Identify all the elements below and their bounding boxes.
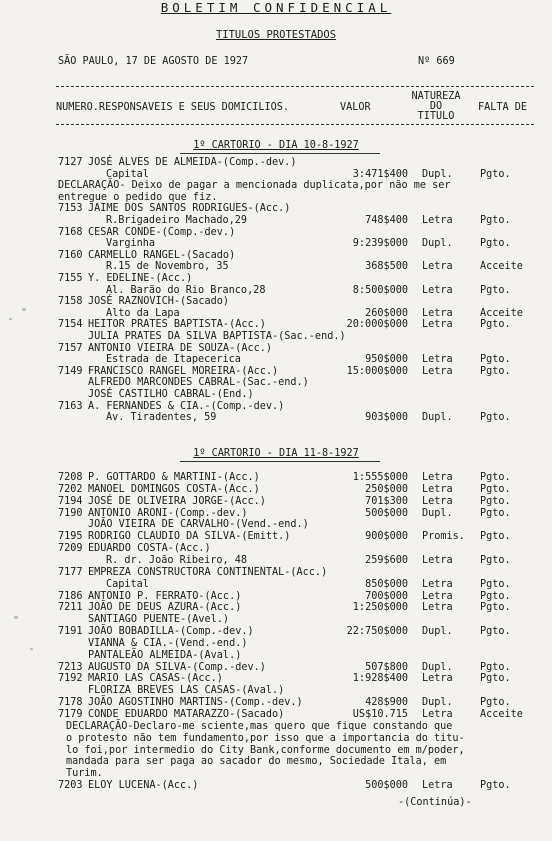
title-value: 500$000 xyxy=(365,507,408,519)
responsible-name: ALFREDO MARCONDES CABRAL-(Sac.-end.) xyxy=(88,377,309,389)
title-number: 7153 xyxy=(58,203,83,215)
column-header-numero: NUMERO.RESPONSAVEIS E SEUS DOMICILIOS. xyxy=(56,102,290,113)
declaration-line xyxy=(0,756,552,768)
title-nature: Letra xyxy=(422,215,453,226)
protest-line xyxy=(0,591,552,603)
title-value: 22:750$000 xyxy=(346,626,408,638)
declaration-text: mandada para ser paga ao sacador do mesmo, Sociedade Itala, em xyxy=(66,756,447,768)
title-number: 7177 xyxy=(58,566,83,578)
title-value: 900$000 xyxy=(365,531,408,543)
protest-line xyxy=(0,157,552,169)
protest-line xyxy=(0,519,552,531)
protest-reason: Pgto. xyxy=(480,590,511,602)
address: Al. Barão do Rio Branco,28 xyxy=(106,284,266,296)
ink-smudge xyxy=(9,318,12,320)
title-value: 507$800 xyxy=(365,661,408,673)
protest-reason: Pgto. xyxy=(480,780,511,792)
protest-line xyxy=(0,389,552,401)
title-number: 7155 xyxy=(58,273,83,284)
protest-line xyxy=(0,377,552,389)
title-nature: Dupl. xyxy=(422,661,453,673)
responsible-name: AUGUSTO DA SILVA-(Comp.-dev.) xyxy=(88,661,266,673)
title-nature: Letra xyxy=(422,590,453,602)
title-nature: Dupl. xyxy=(422,238,453,250)
responsible-name: P. GOTTARDO & MARTINI-(Acc.) xyxy=(88,472,260,483)
title-value: 250$000 xyxy=(365,483,408,495)
responsible-name: VIANNA & CIA.-(Vend.-end.) xyxy=(88,637,248,649)
header-bottom-rule xyxy=(56,124,534,125)
protest-line xyxy=(0,543,552,555)
address: R.Brigadeiro Machado,29 xyxy=(106,215,248,226)
title-value: 260$000 xyxy=(365,307,408,319)
protest-line xyxy=(0,567,552,579)
title-nature: Dupl. xyxy=(422,168,453,180)
responsible-name: JOÃO BOBADILLA-(Comp.-dev.) xyxy=(88,626,254,638)
title-value: 700$000 xyxy=(365,590,408,602)
title-value: US$10.715 xyxy=(352,709,408,720)
declaration-line xyxy=(0,180,552,192)
protest-reason: Pgto. xyxy=(480,365,511,377)
declaration-text: DECLARAÇÃO- Deixo de pagar a mencionada duplicata,por não me ser xyxy=(58,180,451,192)
protest-line xyxy=(0,484,552,496)
declaration-line xyxy=(0,745,552,757)
title-number: 7191 xyxy=(58,626,83,638)
responsible-name: CARMELLO RANGEL-(Sacado) xyxy=(88,249,236,261)
address: R. dr. João Ribeiro, 48 xyxy=(106,554,248,566)
address: Capital xyxy=(106,168,149,180)
protest-reason: Pgto. xyxy=(480,472,511,483)
title-number: 7209 xyxy=(58,543,83,555)
column-header-valor: VALOR xyxy=(340,102,371,113)
protest-reason: Pgto. xyxy=(480,495,511,507)
title-number: 7179 xyxy=(58,709,83,720)
protest-line xyxy=(0,662,552,674)
protest-line xyxy=(0,579,552,591)
title-value: 500$000 xyxy=(365,780,408,792)
protest-line xyxy=(0,401,552,413)
protest-line xyxy=(0,602,552,614)
title-number: 7149 xyxy=(58,365,83,377)
title-nature: Letra xyxy=(422,365,453,377)
title-nature: Promis. xyxy=(422,531,465,543)
responsible-name: EMPREZA CONSTRUCTORA CONTINENTAL-(Acc.) xyxy=(88,566,328,578)
title-value: 428$900 xyxy=(365,697,408,709)
responsible-name: JOÃO VIEIRA DE CARVALHO-(Vend.-end.) xyxy=(88,519,309,531)
protest-reason: Pgto. xyxy=(480,507,511,519)
title-nature: Letra xyxy=(422,578,453,590)
protest-line xyxy=(0,203,552,215)
title-number: 7178 xyxy=(58,697,83,709)
protest-line xyxy=(0,331,552,343)
responsible-name: ANTONIO VIEIRA DE SOUZA-(Acc.) xyxy=(88,342,273,354)
issue-number: Nº 669 xyxy=(418,56,455,67)
title-value: 8:500$000 xyxy=(352,284,408,296)
title-nature: Letra xyxy=(422,602,453,614)
protest-line xyxy=(0,261,552,273)
title-value: 20:000$000 xyxy=(346,319,408,331)
title-value: 259$600 xyxy=(365,554,408,566)
protest-line xyxy=(0,555,552,567)
title-value: 368$500 xyxy=(365,261,408,273)
title-nature: Letra xyxy=(422,709,453,720)
protest-line xyxy=(0,780,552,792)
responsible-name: JOSÉ RAZNOVICH-(Sacado) xyxy=(88,296,230,308)
responsible-name: MANOEL DOMINGOS COSTA-(Acc.) xyxy=(88,483,260,495)
section-rule xyxy=(180,461,380,462)
title-nature: Dupl. xyxy=(422,507,453,519)
protest-reason: Pgto. xyxy=(480,238,511,250)
protest-line xyxy=(0,354,552,366)
responsible-name: FLORIZA BREVES LAS CASAS-(Aval.) xyxy=(88,685,285,697)
title-number: 7157 xyxy=(58,342,83,354)
protest-reason: Pgto. xyxy=(480,483,511,495)
responsible-name: A. FERNANDES & CIA.-(Comp.-dev.) xyxy=(88,400,285,412)
protest-line xyxy=(0,673,552,685)
declaration-line xyxy=(0,733,552,745)
ink-smudge xyxy=(30,648,33,650)
responsible-name: JOSÉ ALVES DE ALMEIDA-(Comp.-dev.) xyxy=(88,157,297,168)
title-value: 1:928$400 xyxy=(352,673,408,685)
protest-reason: Acceite xyxy=(480,709,523,720)
title-number: 7154 xyxy=(58,319,83,331)
address: Alto da Lapa xyxy=(106,307,180,319)
protest-line xyxy=(0,169,552,181)
title-value: 950$000 xyxy=(365,354,408,366)
title-number: 7168 xyxy=(58,226,83,238)
responsible-name: FRANCISCO RANGEL MOREIRA-(Acc.) xyxy=(88,365,279,377)
section-heading: 1º CARTORIO - DIA 11-8-1927 xyxy=(193,448,359,459)
protest-line xyxy=(0,319,552,331)
protest-line xyxy=(0,227,552,239)
address: Capital xyxy=(106,578,149,590)
responsible-name: RODRIGO CLAUDIO DA SILVA-(Emitt.) xyxy=(88,531,291,543)
protest-reason: Pgto. xyxy=(480,661,511,673)
protest-line xyxy=(0,496,552,508)
title-value: 15:000$000 xyxy=(346,365,408,377)
ink-smudge xyxy=(14,616,18,619)
protest-line xyxy=(0,531,552,543)
title-value: 1:555$000 xyxy=(352,472,408,483)
protest-line xyxy=(0,238,552,250)
title-nature: Letra xyxy=(422,354,453,366)
title-nature: Letra xyxy=(422,319,453,331)
declaration-text: Turim. xyxy=(66,768,103,780)
place-date: SÃO PAULO, 17 DE AGOSTO DE 1927 xyxy=(58,56,249,67)
title-number: 7195 xyxy=(58,531,83,543)
protest-line xyxy=(0,697,552,709)
title-nature: Letra xyxy=(422,780,453,792)
title-nature: Letra xyxy=(422,483,453,495)
address: R.15 de Novembro, 35 xyxy=(106,261,229,273)
title-value: 701$300 xyxy=(365,495,408,507)
document-subtitle: TITULOS PROTESTADOS xyxy=(215,29,337,41)
protest-line xyxy=(0,273,552,285)
declaration-line xyxy=(0,768,552,780)
declaration-text: lo foi,por intermedio do City Bank,conforme documento em m/poder, xyxy=(66,744,465,756)
responsible-name: EDUARDO COSTA-(Acc.) xyxy=(88,543,211,555)
column-header-natureza xyxy=(398,92,474,122)
title-nature: Letra xyxy=(422,261,453,273)
protest-reason: Pgto. xyxy=(480,554,511,566)
responsible-name: SANTIAGO PUENTE-(Avel.) xyxy=(88,614,230,626)
protest-reason: Pgto. xyxy=(480,319,511,331)
protest-line xyxy=(0,614,552,626)
protest-line xyxy=(0,638,552,650)
protest-line xyxy=(0,250,552,262)
title-nature: Letra xyxy=(422,472,453,483)
title-number: 7202 xyxy=(58,483,83,495)
protest-reason: Pgto. xyxy=(480,602,511,614)
responsible-name: ANTONIO P. FERRATO-(Acc.) xyxy=(88,590,242,602)
title-value: 3:471$400 xyxy=(352,168,408,180)
responsible-name: HEITOR PRATES BAPTISTA-(Acc.) xyxy=(88,319,266,331)
protest-reason: Pgto. xyxy=(480,531,511,543)
title-nature: Letra xyxy=(422,495,453,507)
protest-reason: Pgto. xyxy=(480,168,511,180)
natureza-line-2: DO xyxy=(429,101,443,112)
responsible-name: JULIA PRATES DA SILVA BAPTISTA-(Sac.-end.) xyxy=(88,331,346,342)
protest-reason: Acceite xyxy=(480,307,523,319)
title-number: 7194 xyxy=(58,495,83,507)
title-number: 7213 xyxy=(58,661,83,673)
declaration-line xyxy=(0,192,552,204)
title-number: 7203 xyxy=(58,780,83,792)
title-nature: Dupl. xyxy=(422,626,453,638)
title-value: 748$400 xyxy=(365,215,408,226)
protest-line xyxy=(0,508,552,520)
responsible-name: ELOY LUCENA-(Acc.) xyxy=(88,780,199,792)
title-number: 7158 xyxy=(58,296,83,308)
title-nature: Letra xyxy=(422,673,453,685)
title-number: 7190 xyxy=(58,507,83,519)
protest-line xyxy=(0,412,552,424)
column-header-falta: FALTA DE xyxy=(478,102,528,113)
responsible-name: MARIO LAS CASAS-(Acc.) xyxy=(88,673,223,685)
responsible-name: ANTONIO ARONI-(Comp.-dev.) xyxy=(88,507,248,519)
responsible-name: JAIME DOS SANTOS RODRIGUES-(Acc.) xyxy=(88,203,291,215)
address: Av. Tiradentes, 59 xyxy=(106,412,217,424)
title-number: 7211 xyxy=(58,602,83,614)
protest-line xyxy=(0,296,552,308)
protest-reason: Acceite xyxy=(480,261,523,273)
protest-reason: Pgto. xyxy=(480,578,511,590)
natureza-line-3: TITULO xyxy=(417,111,455,122)
title-number: 7208 xyxy=(58,472,83,483)
title-value: 850$000 xyxy=(365,578,408,590)
protest-line xyxy=(0,685,552,697)
protest-reason: Pgto. xyxy=(480,697,511,709)
title-number: 7127 xyxy=(58,157,83,168)
protest-line xyxy=(0,709,552,721)
title-value: 903$000 xyxy=(365,412,408,424)
protest-line xyxy=(0,472,552,484)
ink-smudge xyxy=(22,308,26,311)
responsible-name: JOSÉ DE OLIVEIRA JORGE-(Acc.) xyxy=(88,495,266,507)
protest-line xyxy=(0,650,552,662)
title-number: 7186 xyxy=(58,590,83,602)
protest-line xyxy=(0,366,552,378)
responsible-name: JOÃO AGOSTINHO MARTINS-(Comp.-dev.) xyxy=(88,697,303,709)
protest-line xyxy=(0,285,552,297)
protest-reason: Pgto. xyxy=(480,215,511,226)
title-nature: Letra xyxy=(422,284,453,296)
protest-reason: Pgto. xyxy=(480,412,511,424)
title-number: 7163 xyxy=(58,400,83,412)
section-rule xyxy=(180,153,380,154)
responsible-name: PANTALEÃO ALMEIDA-(Aval.) xyxy=(88,649,242,661)
responsible-name: CONDE EDUARDO MATARAZZO-(Sacado) xyxy=(88,709,285,720)
header-top-rule xyxy=(56,86,534,87)
responsible-name: CESAR CONDE-(Comp.-dev.) xyxy=(88,226,236,238)
protest-line xyxy=(0,626,552,638)
title-number: 7192 xyxy=(58,673,83,685)
responsible-name: Y. EDELINE-(Acc.) xyxy=(88,273,193,284)
section-heading: 1º CARTORIO - DIA 10-8-1927 xyxy=(193,140,359,151)
protest-reason: Pgto. xyxy=(480,626,511,638)
title-number: 7160 xyxy=(58,249,83,261)
declaration-line xyxy=(0,721,552,733)
declaration-text: entregue o pedido que fiz. xyxy=(58,191,218,203)
declaration-text: DECLARAÇÃO-Declaro-me sciente,mas quero que fique constando que xyxy=(66,720,453,732)
protest-reason: Pgto. xyxy=(480,673,511,685)
declaration-text: o protesto não tem fundamento,por isso que a importancia do titu- xyxy=(66,732,465,744)
title-value: 9:239$000 xyxy=(352,238,408,250)
title-nature: Dupl. xyxy=(422,697,453,709)
title-nature: Letra xyxy=(422,307,453,319)
title-nature: Letra xyxy=(422,554,453,566)
continua-label: -(Continúa)- xyxy=(398,797,472,808)
address: Estrada de Itapecerica xyxy=(106,354,241,366)
responsible-name: JOSÉ CASTILHO CABRAL-(End.) xyxy=(88,389,254,400)
address: Varginha xyxy=(106,238,156,250)
protest-reason: Pgto. xyxy=(480,284,511,296)
title-value: 1:250$000 xyxy=(352,602,408,614)
protest-line xyxy=(0,308,552,320)
protest-reason: Pgto. xyxy=(480,354,511,366)
responsible-name: JOÃO DE DEUS AZURA-(Acc.) xyxy=(88,602,242,614)
protest-line xyxy=(0,343,552,355)
protest-line xyxy=(0,215,552,227)
document-title: BOLETIM CONFIDENCIAL xyxy=(160,0,392,15)
title-nature: Dupl. xyxy=(422,412,453,424)
natureza-line-1: NATUREZA xyxy=(411,91,461,102)
